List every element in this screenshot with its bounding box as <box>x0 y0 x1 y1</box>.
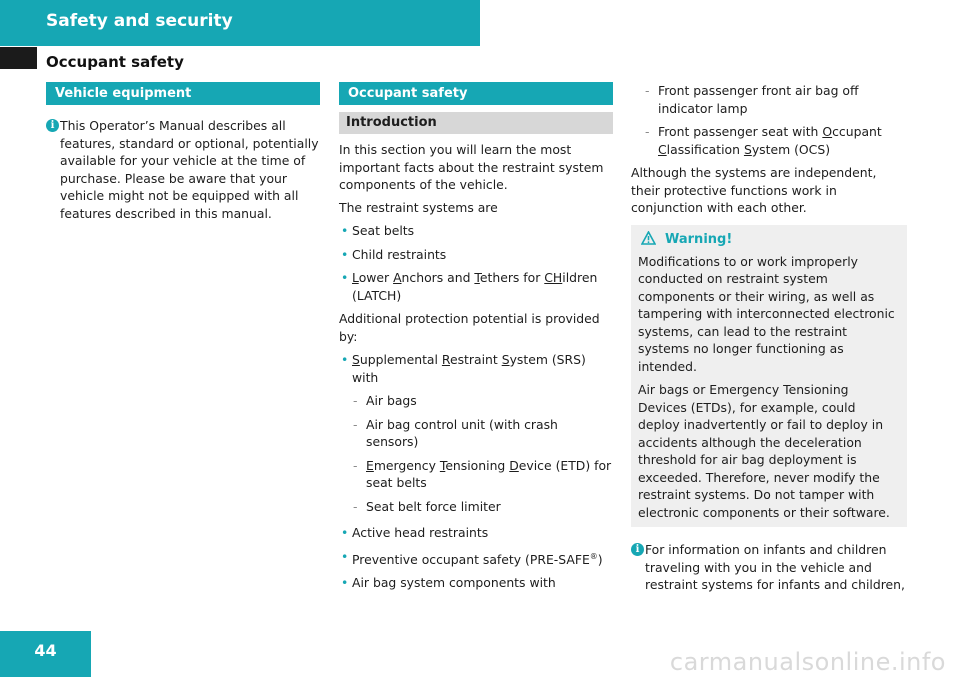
occupant-safety-heading: Occupant safety <box>339 82 613 105</box>
sub-list-item: - Air bags <box>353 393 417 408</box>
list-item: • Lower Anchors and Tethers for CHildren (LATCH) <box>341 270 598 303</box>
warning-title: Warning! <box>665 231 733 247</box>
chapter-title: Safety and security <box>46 11 233 31</box>
list-item-text: Child restraints <box>352 246 447 262</box>
sub-list-item: - Air bag control unit (with crash sensors) <box>353 416 558 449</box>
info-icon: i <box>46 119 59 132</box>
sub-list-item-text: Front passenger seat with Occupant Classification System (OCS) <box>658 124 882 157</box>
sub-list-item: - Front passenger front air bag off indicator lamp <box>645 83 859 116</box>
intro-paragraph: In this section you will learn the most important facts about the restraint system components of the vehicle. <box>339 142 604 192</box>
warning-paragraph: Modifications to or work improperly conducted on restraint system components or their wiring, as well as tampering with interconnected electronic systems, can lead to the restraint systems no longer functioning as intended. <box>638 253 895 374</box>
sub-list-item: - Front passenger seat with Occupant Classification System (OCS) <box>645 124 882 157</box>
sub-list-item: - Seat belt force limiter <box>353 498 501 514</box>
list-item-text: Preventive occupant safety (PRE-SAFE®) <box>352 551 603 567</box>
list-item-text: Supplemental Restraint System (SRS) with <box>352 352 586 385</box>
additional-protection-text: Additional protection potential is provided by: <box>339 311 600 344</box>
warning-title-row <box>638 231 900 249</box>
info-note-text: This Operator’s Manual describes all features, standard or optional, potentially available for your vehicle at the time of purchase. Please be aware that your vehicle might not be equipped with all features described in this manual. <box>60 118 319 221</box>
section-marker-bar <box>0 47 37 69</box>
list-item-text: Seat belts <box>352 223 415 238</box>
although-paragraph: Although the systems are independent, their protective functions work in conjunction with each other. <box>631 165 877 215</box>
sub-list-item-text: Seat belt force limiter <box>366 498 501 514</box>
sub-list-item-text: Air bag control unit (with crash sensors) <box>366 416 558 449</box>
chapter-header-bar <box>0 0 480 46</box>
sub-list-item-text: Front passenger front air bag off indicator lamp <box>658 83 859 116</box>
warning-paragraph: Air bags or Emergency Tensioning Devices (ETDs), for example, could deploy inadvertently or fail to deploy in accidents although the deceleration threshold for air bag deployment is exceeded. Therefore, never modify the restraint systems. Do not tamper with electronic components or their software. <box>638 382 890 520</box>
list-item: • Air bag system components with <box>341 575 556 591</box>
section-title: Occupant safety <box>46 53 184 71</box>
list-item-text: Active head restraints <box>352 525 489 540</box>
info-icon: i <box>631 543 644 556</box>
list-item: • Child restraints <box>341 246 447 262</box>
sub-list-item-text: Emergency Tensioning Device (ETD) for seat belts <box>366 457 612 490</box>
sub-list-item-text: Air bags <box>366 393 417 408</box>
list-item: • Active head restraints <box>341 525 489 540</box>
info-note <box>631 541 907 594</box>
column-2 <box>339 82 613 592</box>
list-item-text: Lower Anchors and Tethers for CHildren (LATCH) <box>352 270 598 303</box>
list-item: • Supplemental Restraint System (SRS) with <box>341 352 586 385</box>
list-item: • Seat belts <box>341 223 415 238</box>
sub-list-item: - Emergency Tensioning Device (ETD) for seat belts <box>353 457 612 490</box>
column-3 <box>631 82 907 594</box>
warning-triangle-icon <box>641 231 656 245</box>
introduction-subheading: Introduction <box>339 112 613 134</box>
watermark: carmanualsonline.info <box>669 648 946 676</box>
page-number: 44 <box>34 641 57 660</box>
column-1 <box>46 82 320 222</box>
list-item: • Preventive occupant safety (PRE-SAFE®) <box>341 548 603 567</box>
list-item-text: Air bag system components with <box>352 575 556 591</box>
systems-are-text: The restraint systems are <box>339 199 498 215</box>
info-note-text: For information on infants and children traveling with you in the vehicle and restraint systems for infants and children, <box>645 542 905 592</box>
info-note <box>46 117 320 222</box>
warning-box <box>631 225 907 528</box>
vehicle-equipment-heading: Vehicle equipment <box>46 82 320 105</box>
page-number-box <box>0 631 91 677</box>
